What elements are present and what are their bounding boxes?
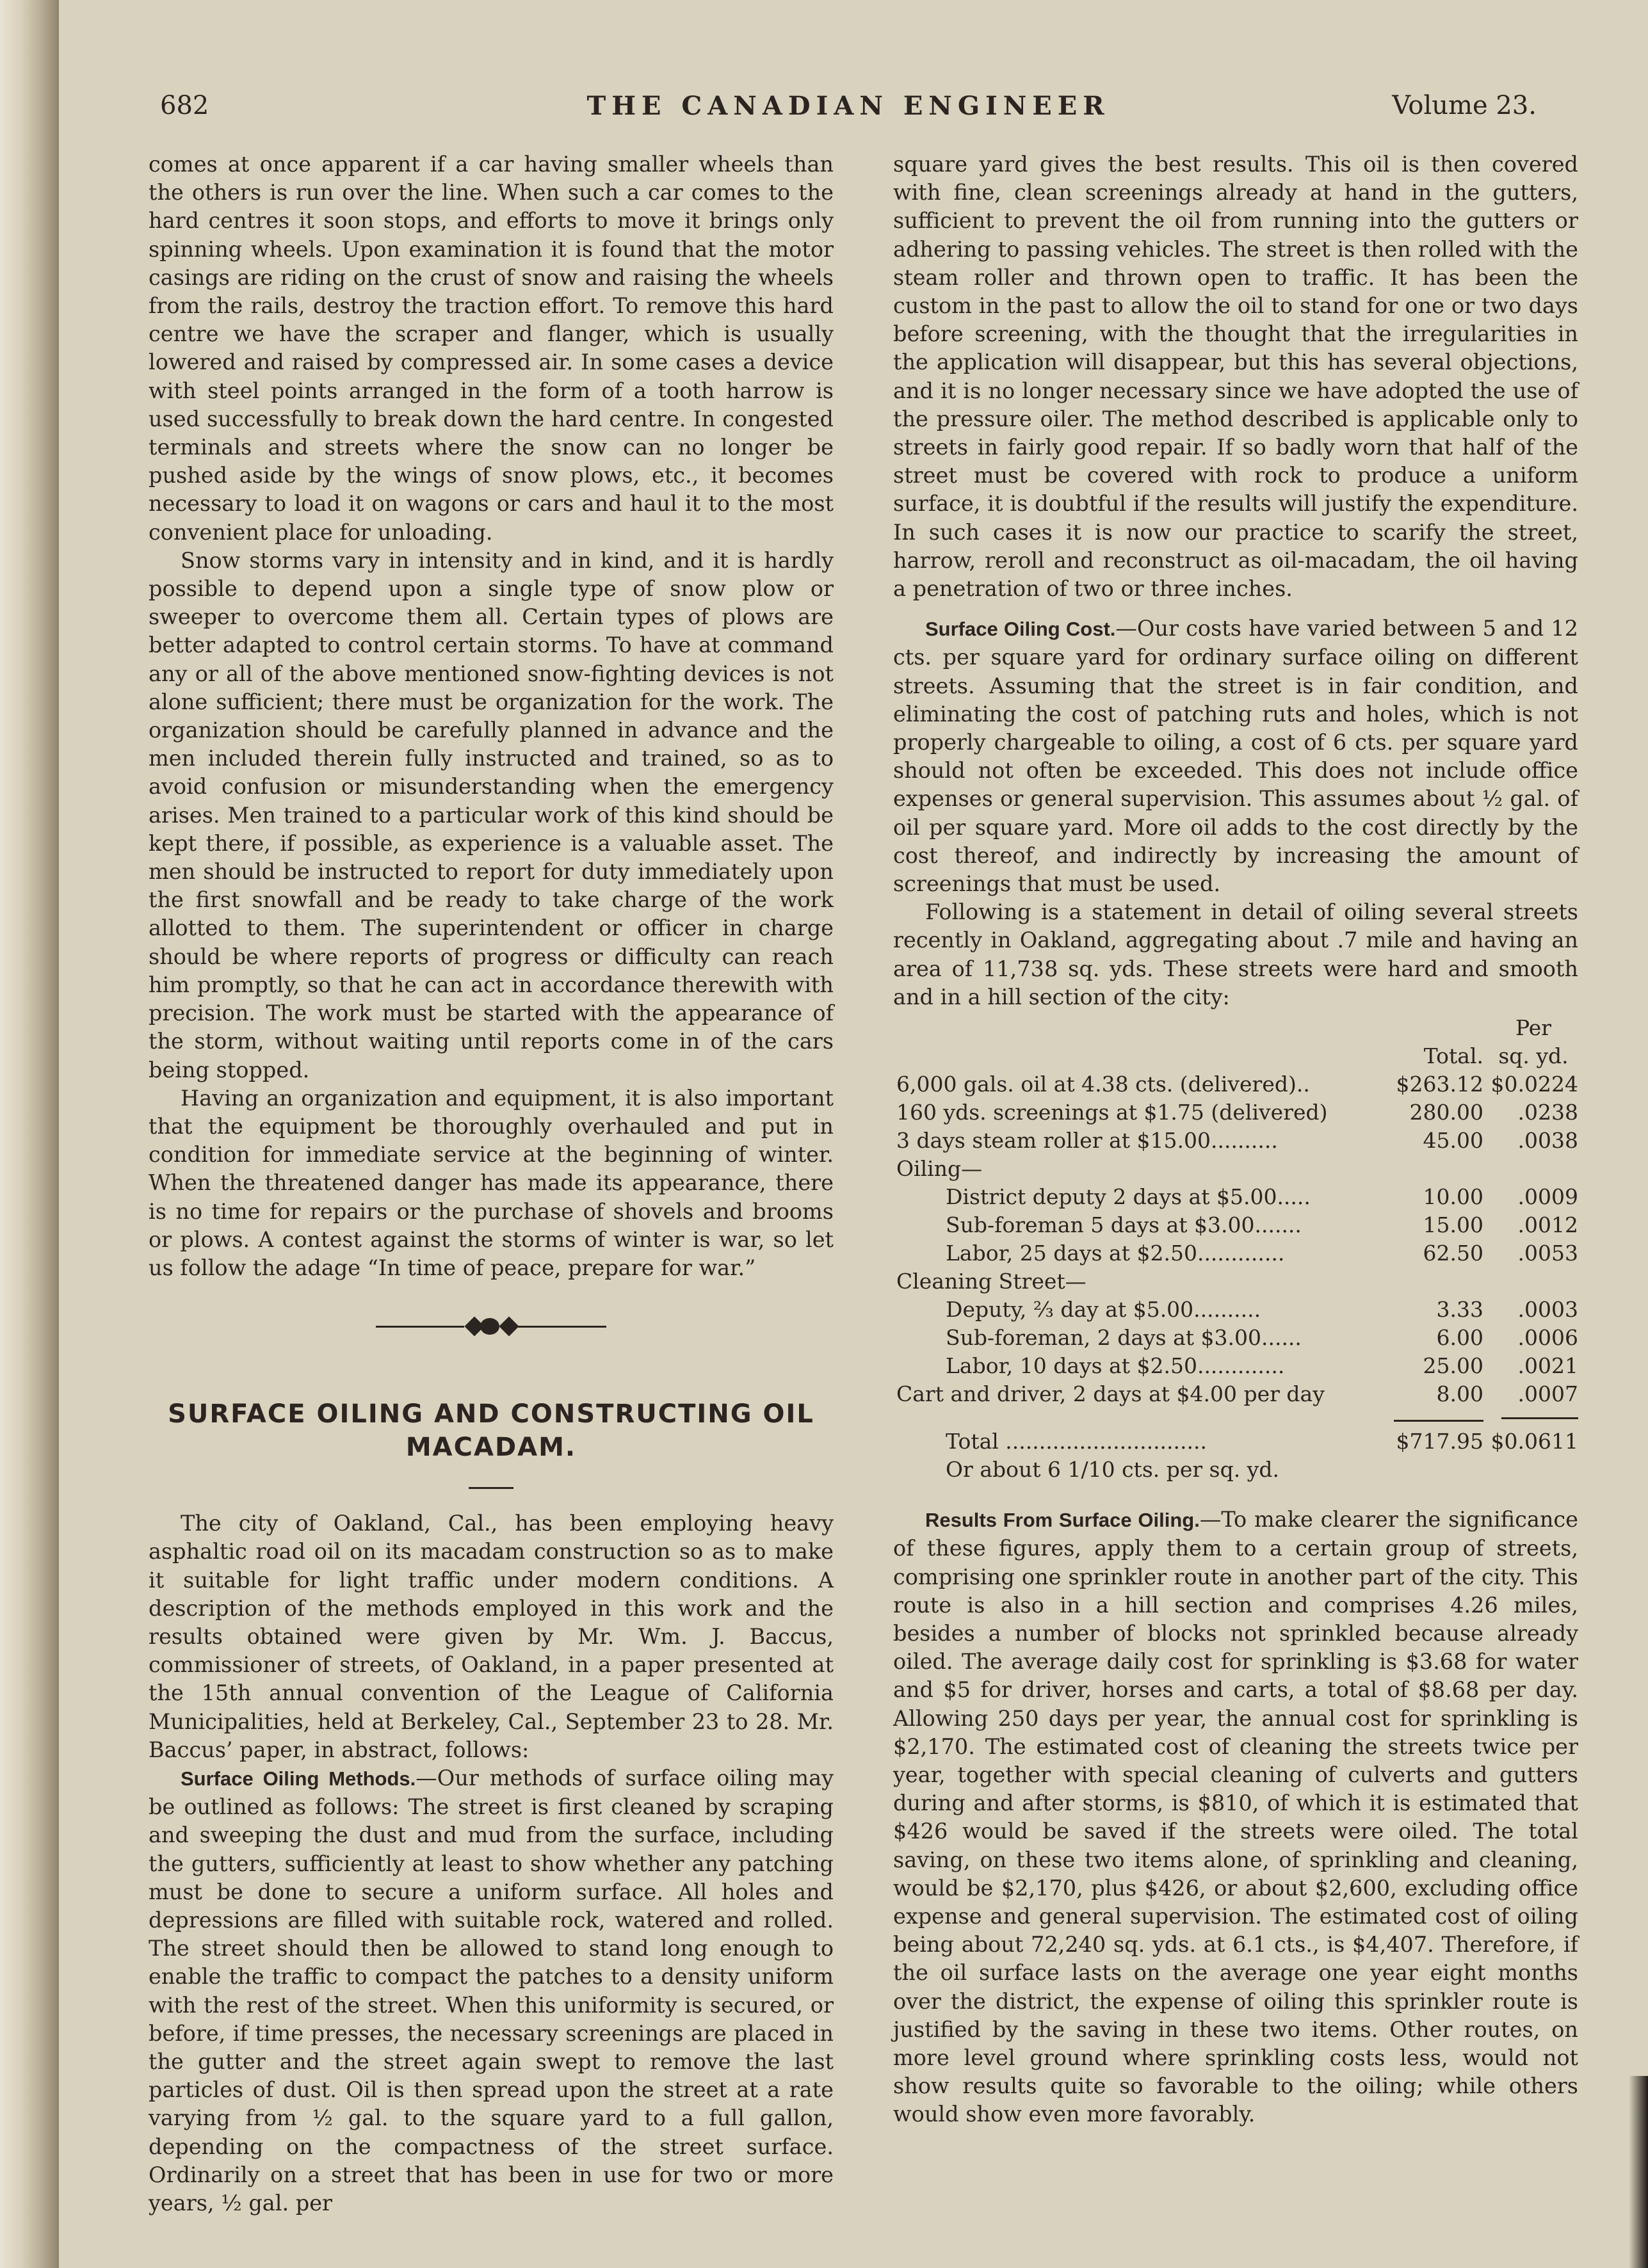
journal-title: THE CANADIAN ENGINEER — [586, 91, 1110, 121]
paragraph: comes at once apparent if a car having smaller wheels than the others is run over the line. When such a car comes to the hard centres it soon stops, and efforts to move it brings only spinning wheels. Upon examination it is found that the motor casings are riding on the crust of snow and raising the wheels from the rails, destroy the traction effort. To remove this hard centre we have the scraper and flanger, which is usually lowered and raised by compressed air. In some cases a device with steel points arranged in the form of a tooth harrow is used successfully to break down the hard centre. In congested terminals and streets where the snow can no longer be pushed aside by the wings of snow plows, etc., it becomes necessary to load it on wagons or cars and haul it to the most convenient place for unloading. — [149, 152, 834, 545]
table-row: Deputy, ⅔ day at $5.00.......... 3.33 .0003 — [946, 1297, 1578, 1323]
table-row: 160 yds. screenings at $1.75 (delivered) 280.00 .0238 — [896, 1100, 1578, 1125]
table-row: Cart and driver, 2 days at $4.00 per day 8.00 .0007 — [896, 1381, 1578, 1407]
table-row: 3 days steam roller at $15.00.......... 45.00 .0038 — [896, 1128, 1578, 1154]
per-header: Per — [1515, 1015, 1552, 1041]
table-note: Or about 6 1/10 cts. per sq. yd. — [946, 1457, 1279, 1483]
article-title: SURFACE OILING AND CONSTRUCTING OIL MACADAM. — [168, 1399, 814, 1463]
run-in-heading: Surface Oiling Cost. — [925, 618, 1116, 641]
volume-label: Volume 23. — [1392, 91, 1537, 120]
right-column — [893, 150, 1578, 2129]
page-number: 682 — [160, 91, 209, 120]
book-spine — [0, 0, 59, 2268]
article-intro: The city of Oakland, Cal., has been employing heavy asphaltic road oil on its macadam construction so as to make it suitable for light traffic under modern conditions. A description of the methods employed in this work and the results obtained were given by Mr. Wm. J. Baccus, commissioner of streets, of Oakland, in a paper presented at the 15th annual convention of the League of California Municipalities, held at Berkeley, Cal., September 23 to 28. Mr. Baccus’ paper, in abstract, follows: — [149, 1511, 834, 1762]
run-in-heading: Results From Surface Oiling. — [925, 1509, 1200, 1532]
paragraph: Following is a statement in detail of oiling several streets recently in Oakland, aggregating about .7 mile and having an area of 11,738 sq. yds. These streets were hard and smooth and in a hill section of the city: — [893, 899, 1578, 1009]
page-shadow — [1629, 2076, 1648, 2268]
table-row: Labor, 25 days at $2.50............. 62.50 .0053 — [946, 1241, 1578, 1266]
table-row: Labor, 10 days at $2.50............. 25.00 .0021 — [946, 1353, 1578, 1379]
table-row: Sub-foreman, 2 days at $3.00...... 6.00 .0006 — [946, 1325, 1578, 1351]
table-row: 6,000 gals. oil at 4.38 cts. (delivered).. $263.12 $0.0224 — [896, 1072, 1578, 1097]
paragraph: Results From Surface Oiling.—To make clearer the significance of these figures, apply them to a certain group of streets, comprising one sprinkler route in another part of the city. This route is also in a hill section and comprises 4.26 miles, besides a number of blocks not sprinkled because already oiled. The average daily cost for sprinkling is $3.68 for water and $5 for driver, horses and carts, a total of $8.68 per day. Allowing 250 days per year, the annual cost for sprinkling is $2,170. The estimated cost of cleaning the streets twice per year, together with special cleaning of culverts and gutters during and after storms, is $810, of which it is estimated that $426 would be saved if the streets were oiled. The total saving, on these two items alone, of sprinkling and cleaning, would be $2,170, plus $426, or about $2,600, excluding office expense and general supervision. The estimated cost of oiling being about 72,240 sq. yds. at 6.1 cts., is $4,407. Therefore, if the oil surface lasts on the average one year eight months over the district, the expense of oiling this sprinkler route is justified by the saving in these two items. Other routes, on more level ground where sprinkling costs less, would not show results quite so favorable to the oiling; while others would show even more favorably. — [893, 1507, 1578, 2127]
sum-rule — [893, 1408, 1578, 1428]
table-row: Sub-foreman 5 days at $3.00....... 15.00 .0012 — [946, 1212, 1578, 1238]
title-rule — [469, 1487, 513, 1489]
per-header: sq. yd. — [1498, 1043, 1569, 1069]
table-row: Oiling— — [896, 1156, 983, 1182]
section-ornament — [149, 1308, 834, 1346]
cost-table — [893, 1014, 1578, 1484]
left-column — [149, 150, 834, 2217]
paragraph: Surface Oiling Cost.—Our costs have varied between 5 and 12 cts. per square yard for ordinary surface oiling on different streets. Assuming that the street is in fair condition, and eliminating the cost of patching ruts and holes, which is not properly chargeable to oiling, a cost of 6 cts. per square yard should not often be exceeded. This does not include office expenses or general supervision. This assumes about ½ gal. of oil per square yard. More oil adds to the cost directly by the cost thereof, and indirectly by increasing the amount of screenings that must be used. — [893, 616, 1578, 897]
paragraph: Snow storms vary in intensity and in kind, and it is hardly possible to depend upon a single type of snow plow or sweeper to overcome them all. Certain types of plows are better adapted to control certain storms. To have at command any or all of the above mentioned snow-fighting devices is not alone sufficient; there must be organization for the work. The organization should be carefully planned in advance and the men included therein fully instructed and trained, so as to avoid confusion or misunderstanding when the emergency arises. Men trained to a particular work of this kind should be kept there, if possible, as experience is a valuable asset. The men should be instructed to report for duty immediately upon the first snowfall and be ready to take charge of the work allotted to them. The superintendent or officer in charge should be where reports of progress or difficulty can reach him promptly, so that he can act in accordance therewith with precision. The work must be started with the appearance of the storm, without waiting until reports come in of the cars being stopped. — [149, 547, 834, 1082]
table-total-row: Total .............................. $717.95 $0.0611 — [946, 1429, 1578, 1454]
paragraph: Having an organization and equipment, it is also important that the equipment be thoroughly overhauled and put in condition for immediate service at the beginning of winter. When the threatened danger has made its appearance, there is no time for repairs or the purchase of shovels and brooms or plows. A contest against the storms of winter is war, so let us follow the adage “In time of peace, prepare for war.” — [149, 1085, 834, 1280]
running-header — [160, 91, 1537, 129]
paragraph: square yard gives the best results. This oil is then covered with fine, clean screenings already at hand in the gutters, sufficient to prevent the oil from running into the gutters or adhering to passing vehicles. The street is then rolled with the steam roller and thrown open to traffic. It has been the custom in the past to allow the oil to stand for one or two days before screening, with the thought that the irregularities in the application will disappear, but this has several objections, and it is no longer necessary since we have adopted the use of the pressure oiler. The method described is applicable only to streets in fairly good repair. If so badly worn that half of the street must be covered with rock to produce a uniform surface, it is doubtful if the results will justify the expenditure. In such cases it is now our practice to scarify the street, harrow, reroll and reconstruct as oil-macadam, the oil having a penetration of two or three inches. — [893, 152, 1578, 602]
run-in-heading: Surface Oiling Methods. — [181, 1767, 416, 1790]
table-row: Cleaning Street— — [896, 1269, 1087, 1294]
paragraph: Surface Oiling Methods.—Our methods of surface oiling may be outlined as follows: The street is first cleaned by scraping and sweeping the dust and mud from the surface, including the gutters, sufficiently at least to show whether any patching must be done to secure a uniform surface. All holes and depressions are filled with suitable rock, watered and rolled. The street should then be allowed to stand long enough to enable the traffic to compact the patches to a density uniform with the rest of the street. When this uniformity is secured, or before, if time presses, the necessary screenings are placed in the gutter and the street again swept to remove the last particles of dust. Oil is then spread upon the street at a rate varying from ½ gal. to the square yard to a full gallon, depending on the compactness of the street surface. Ordinarily on a street that has been in use for two or more years, ½ gal. per — [149, 1765, 834, 2216]
table-row: District deputy 2 days at $5.00..... 10.00 .0009 — [946, 1184, 1578, 1210]
total-header: Total. — [1423, 1043, 1483, 1069]
